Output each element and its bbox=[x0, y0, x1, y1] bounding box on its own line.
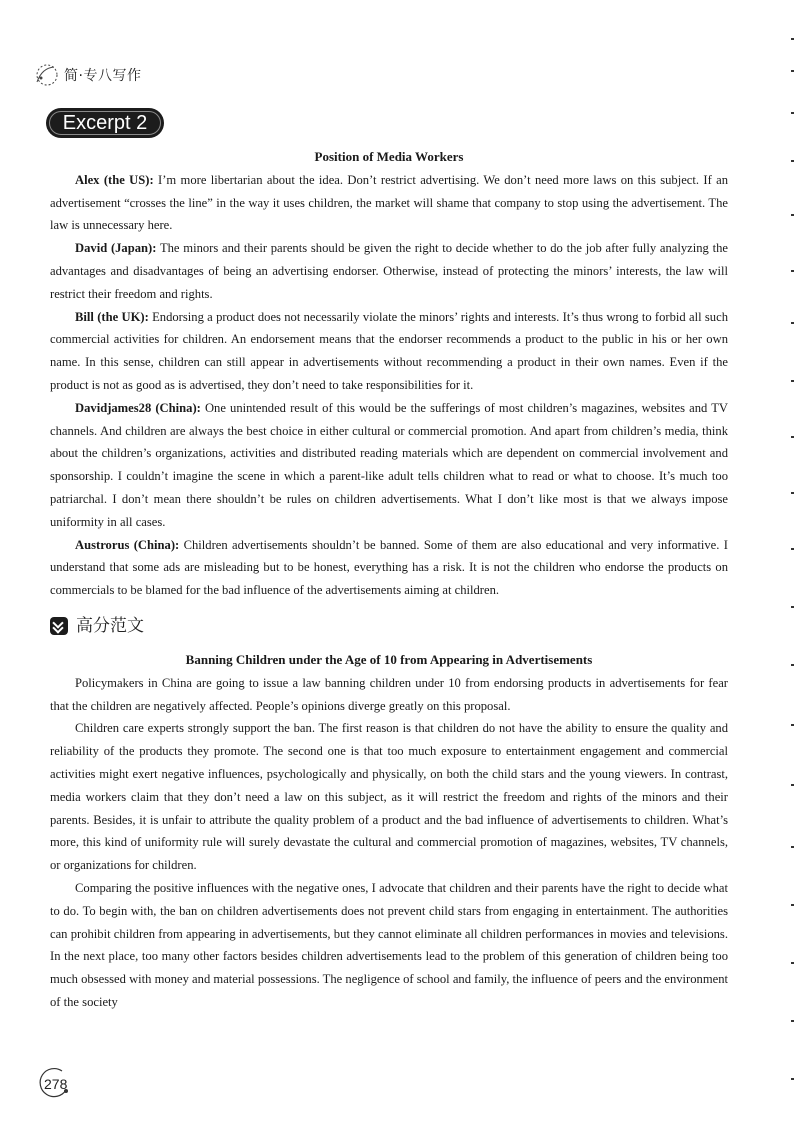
excerpt-badge bbox=[46, 108, 164, 138]
essay-title: Banning Children under the Age of 10 from Appearing in Advertisements bbox=[185, 651, 593, 667]
speaker-comment: One unintended result of this would be the sufferings of most children’s magazines, websites and TV channels. And children are always the best choice in either cultural or commercial promotion. And apart from children’s media, think about the children’s organizations, activities and distributed reading materials which are dependent on commercial involvement and sponsorship. I couldn’t imagine the scene in which a parent-like adult tells children what to read or what to choose. It’s much too patriarchal. I don’t mean there shouldn’t be rules on children advertisements. What I don’t like most is that we always impose uniformity in all cases. bbox=[50, 400, 728, 529]
speaker-name: Bill (the UK): bbox=[75, 309, 149, 324]
excerpt-paragraph bbox=[50, 306, 728, 397]
speaker-name: David (Japan): bbox=[75, 241, 157, 256]
speaker-comment: The minors and their parents should be given the right to decide whether to do the job after fully analyzing the advantages and disadvantages of being an advertising endorser. Otherwise, instead of protecting the minors’ interests, the law will restrict their freedom and rights. bbox=[50, 241, 728, 301]
book-logo-icon bbox=[32, 62, 62, 88]
header-title: 简·专八写作 bbox=[64, 68, 142, 84]
speaker-comment: Endorsing a product does not necessarily violate the minors’ rights and interests. It’s thus wrong to forbid all such commercial activities for children. An endorsement means that the endorser recommends a product to the public in his or her own name. In this sense, children can still appear in advertisements without recommending a product in their own names. Even if the product is not as good as is advertised, they don’t need to take responsibilities for it. bbox=[50, 309, 728, 392]
excerpt-title: Position of Media Workers bbox=[314, 149, 464, 164]
speaker-name: Austrorus (China): bbox=[75, 537, 180, 552]
page-content bbox=[50, 146, 728, 1014]
excerpt-paragraph bbox=[50, 534, 728, 602]
essay-paragraph: Children care experts strongly support the ban. The first reason is that children do not have the ability to ensure the quality and reliability of the products they promote. The second one is that too much exposure to entertainment engagement and commercial activities might exert negative influences, psychologically and physically, on both the child stars and the young viewers. In contrast, media workers claim that they don’t need a law on this subject, as it will restrict the freedom and rights of the minors and their parents. Besides, it is unfair to attribute the quality problem of a product and the bad influence of advertisements to children. What’s more, this kind of uniformity rule will surely devastate the cultural and commercial promotion of magazines, websites, TV channels, or organizations for children. bbox=[50, 721, 728, 873]
speaker-comment: Children advertisements shouldn’t be banned. Some of them are also educational and very informative. I understand that some ads are misleading but to be honest, everything has a risk. It is not the children who endorse the products on commercials to be blamed for the bad influence of the advertisements aiming at children. bbox=[50, 537, 728, 598]
section-heading bbox=[50, 611, 728, 641]
page-header bbox=[32, 60, 141, 90]
section-title: 高分范文 bbox=[76, 615, 144, 636]
page-number bbox=[36, 1066, 74, 1100]
essay-paragraph: Policymakers in China are going to issue a law banning children under 10 from endorsing products in advertisements for fear that the children are negatively affected. People’s opinions diverge greatly on this proposal. bbox=[50, 675, 728, 713]
excerpt-paragraph bbox=[50, 237, 728, 305]
excerpt-badge-label: Excerpt 2 bbox=[62, 111, 148, 134]
excerpt-paragraph bbox=[50, 397, 728, 534]
excerpt-paragraph bbox=[50, 169, 728, 237]
essay-paragraph: Comparing the positive influences with the negative ones, I advocate that children and their parents have the right to decide what to do. To begin with, the ban on children advertisements does not prevent child stars from engaging in entertainment. The authorities can prohibit children from appearing in advertisements, but they cannot eliminate all children performances in movies and televisions. In the next place, too many other factors besides children advertisements lead to the problem of this generation of children being too much obsessed with money and material possessions. The negligence of school and family, the influence of peers and the environment of the society bbox=[50, 880, 728, 1009]
speaker-name: Alex (the US): bbox=[75, 172, 154, 187]
page-number-text: 278 bbox=[44, 1076, 68, 1092]
section-chevron-icon bbox=[50, 617, 68, 635]
speaker-name: Davidjames28 (China): bbox=[75, 400, 201, 415]
scan-edge-marks bbox=[784, 0, 800, 1132]
speaker-comment: I’m more libertarian about the idea. Don’t restrict advertising. We don’t need more laws on this subject. If an advertisement “crosses the line” in the way it uses children, the market will shame that company to stop using the advertisement. The law is unnecessary here. bbox=[50, 172, 728, 233]
